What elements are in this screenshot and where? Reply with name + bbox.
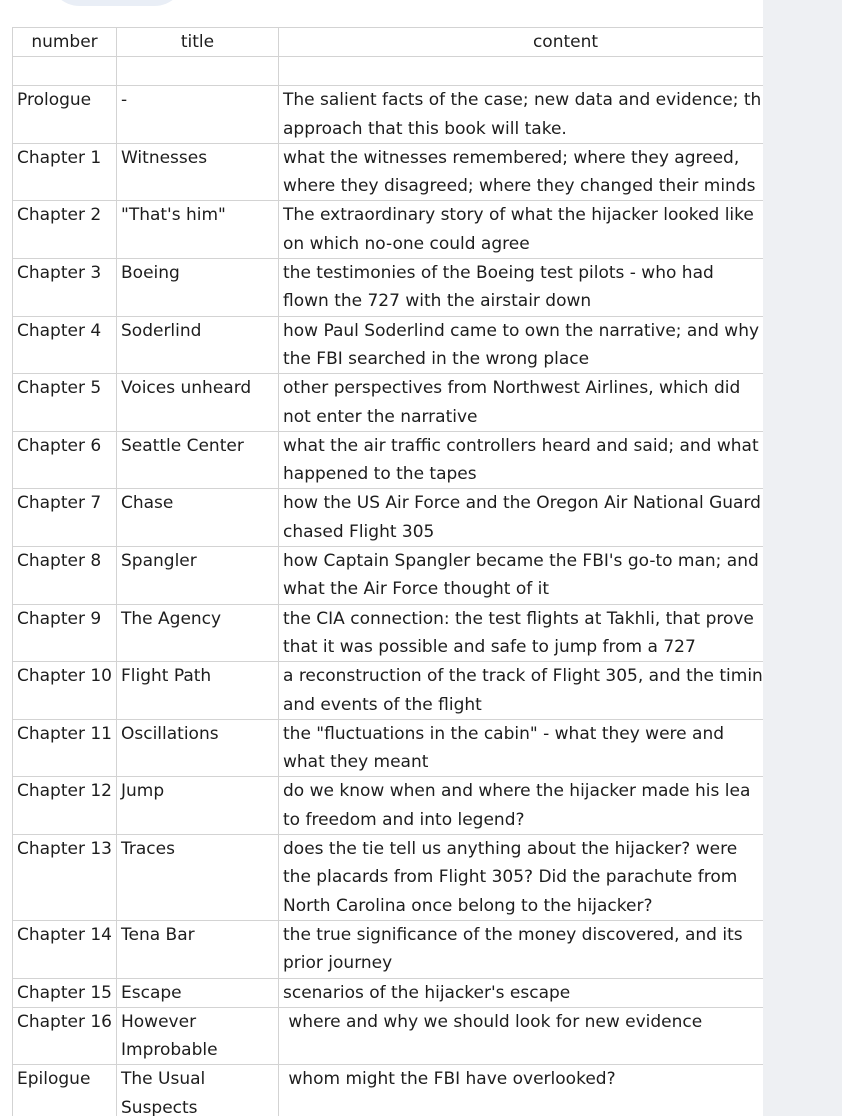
- cell-title[interactable]: [117, 374, 279, 432]
- cell-content[interactable]: [279, 835, 764, 921]
- cell-content-line: North Carolina once belong to the hijacker?: [283, 895, 653, 916]
- cell-number[interactable]: Chapter 6: [13, 431, 117, 489]
- cell-content-line: other perspectives from Northwest Airlines, which did: [283, 378, 741, 399]
- cell-content[interactable]: [279, 604, 764, 662]
- cell-number[interactable]: Epilogue: [13, 1065, 117, 1116]
- cell-title[interactable]: [117, 86, 279, 144]
- cell-title-line: Spangler: [121, 551, 197, 572]
- cell-number[interactable]: Chapter 12: [13, 777, 117, 835]
- cell-content-line: the true significance of the money discovered, and its: [283, 924, 743, 945]
- cell-content[interactable]: [279, 489, 764, 547]
- cell-content-line: and events of the flight: [283, 694, 482, 715]
- table-row: [13, 920, 764, 978]
- cell-number[interactable]: Chapter 10: [13, 662, 117, 720]
- cell-title[interactable]: [117, 1065, 279, 1116]
- cell-content-line: whom might the FBI have overlooked?: [283, 1069, 616, 1090]
- cell-content-line: approach that this book will take.: [283, 118, 567, 139]
- cell-title[interactable]: [117, 143, 279, 201]
- cell-content[interactable]: [279, 719, 764, 777]
- cell-title[interactable]: [117, 920, 279, 978]
- cell-title-line: Escape: [121, 982, 182, 1003]
- column-header-number[interactable]: number: [13, 28, 117, 57]
- cell-number[interactable]: Chapter 5: [13, 374, 117, 432]
- table-row: [13, 86, 764, 144]
- cell-content-line: happened to the tapes: [283, 464, 477, 485]
- window-background: [763, 0, 842, 1116]
- cell-title-line: Traces: [121, 839, 175, 860]
- cell-title-line: Oscillations: [121, 723, 219, 744]
- cell-content-line: the placards from Flight 305? Did the parachute from: [283, 867, 738, 888]
- cell-title[interactable]: [117, 719, 279, 777]
- cell-title[interactable]: [117, 978, 279, 1007]
- cell-content[interactable]: [279, 978, 764, 1007]
- table-row: [13, 489, 764, 547]
- chapter-table: [12, 27, 763, 1116]
- cell-number[interactable]: Chapter 1: [13, 143, 117, 201]
- cell-title-line: Chase: [121, 493, 174, 514]
- cell-number[interactable]: Chapter 7: [13, 489, 117, 547]
- table-row: [13, 978, 764, 1007]
- table-row: [13, 1065, 764, 1116]
- table-row: [13, 316, 764, 374]
- cell-title[interactable]: [117, 201, 279, 259]
- table-row: [13, 201, 764, 259]
- cell-content-line: scenarios of the hijacker's escape: [283, 982, 571, 1003]
- cell-title-line: Soderlind: [121, 320, 202, 341]
- cell-title[interactable]: [117, 835, 279, 921]
- header-decoration: [48, 0, 186, 6]
- cell-title-line: The Agency: [121, 608, 222, 629]
- cell-content-line: what they meant: [283, 752, 429, 773]
- cell-title[interactable]: [117, 431, 279, 489]
- cell-title[interactable]: [117, 547, 279, 605]
- cell-content[interactable]: [279, 316, 764, 374]
- cell-title-line: "That's him": [121, 205, 226, 226]
- cell-title[interactable]: [117, 777, 279, 835]
- cell-content[interactable]: [279, 201, 764, 259]
- cell-content[interactable]: [279, 662, 764, 720]
- cell-number[interactable]: Chapter 14: [13, 920, 117, 978]
- cell-title-line: Witnesses: [121, 147, 208, 168]
- cell-content-line: what the Air Force thought of it: [283, 579, 550, 600]
- cell-content[interactable]: [279, 143, 764, 201]
- cell-title[interactable]: [117, 316, 279, 374]
- cell-title-line: Jump: [121, 781, 165, 802]
- cell-title-line: Improbable: [121, 1040, 218, 1061]
- header-row: [13, 28, 764, 57]
- table-body: [13, 57, 764, 1116]
- cell-title-line: Tena Bar: [121, 924, 195, 945]
- cell-title-line: Seattle Center: [121, 435, 244, 456]
- column-header-content[interactable]: content: [279, 28, 764, 57]
- cell-content-line: what the air traffic controllers heard and said; and what: [283, 435, 759, 456]
- cell-content[interactable]: [279, 259, 764, 317]
- cell-title-line: Flight Path: [121, 666, 212, 687]
- cell-title[interactable]: [117, 662, 279, 720]
- cell-content-line: does the tie tell us anything about the hijacker? were: [283, 839, 738, 860]
- cell-content[interactable]: [279, 547, 764, 605]
- table-row: [13, 604, 764, 662]
- cell-title[interactable]: [117, 1007, 279, 1065]
- cell-content[interactable]: [279, 1065, 764, 1116]
- cell-content-line: what the witnesses remembered; where they agreed,: [283, 147, 740, 168]
- cell-content-line: how Paul Soderlind came to own the narrative; and why: [283, 320, 760, 341]
- cell-title-line: Boeing: [121, 263, 180, 284]
- cell-content-line: flown the 727 with the airstair down: [283, 291, 592, 312]
- table-row: [13, 547, 764, 605]
- cell-number[interactable]: Chapter 16: [13, 1007, 117, 1065]
- empty-cell[interactable]: [117, 57, 279, 86]
- cell-title-line: Suspects: [121, 1097, 198, 1116]
- cell-content[interactable]: [279, 1007, 764, 1065]
- table-row: [13, 777, 764, 835]
- cell-number[interactable]: Chapter 3: [13, 259, 117, 317]
- cell-content-line: how the US Air Force and the Oregon Air National Guard: [283, 493, 761, 514]
- cell-number[interactable]: Chapter 11: [13, 719, 117, 777]
- cell-number[interactable]: Chapter 4: [13, 316, 117, 374]
- cell-title-line: The Usual: [121, 1069, 206, 1090]
- cell-title-line: However: [121, 1011, 197, 1032]
- cell-content-line: how Captain Spangler became the FBI's go-to man; and: [283, 551, 759, 572]
- cell-content-line: the "fluctuations in the cabin" - what they were and: [283, 723, 725, 744]
- cell-title[interactable]: [117, 604, 279, 662]
- table-row: [13, 259, 764, 317]
- cell-content-line: the testimonies of the Boeing test pilots - who had: [283, 263, 714, 284]
- cell-content-line: on which no-one could agree: [283, 233, 530, 254]
- table-row: [13, 662, 764, 720]
- empty-cell[interactable]: [279, 57, 764, 86]
- cell-content-line: that it was possible and safe to jump from a 727: [283, 636, 696, 657]
- cell-number[interactable]: Chapter 2: [13, 201, 117, 259]
- cell-number[interactable]: Chapter 13: [13, 835, 117, 921]
- cell-number[interactable]: Chapter 9: [13, 604, 117, 662]
- cell-content[interactable]: [279, 777, 764, 835]
- table-row: [13, 143, 764, 201]
- empty-row: [13, 57, 764, 86]
- cell-content[interactable]: [279, 920, 764, 978]
- cell-number[interactable]: Chapter 15: [13, 978, 117, 1007]
- cell-number[interactable]: Chapter 8: [13, 547, 117, 605]
- cell-content-line: The salient facts of the case; new data and evidence; th: [283, 90, 762, 111]
- cell-title[interactable]: [117, 259, 279, 317]
- cell-content-line: the FBI searched in the wrong place: [283, 348, 590, 369]
- cell-content-line: the CIA connection: the test flights at Takhli, that prove: [283, 608, 754, 629]
- cell-content-line: to freedom and into legend?: [283, 809, 525, 830]
- cell-content-line: The extraordinary story of what the hijacker looked like: [283, 205, 754, 226]
- cell-content-line: a reconstruction of the track of Flight 305, and the timin: [283, 666, 763, 687]
- cell-content-line: chased Flight 305: [283, 521, 435, 542]
- cell-content-line: prior journey: [283, 953, 393, 974]
- column-header-title[interactable]: title: [117, 28, 279, 57]
- cell-content[interactable]: [279, 431, 764, 489]
- cell-content-line: do we know when and where the hijacker made his lea: [283, 781, 751, 802]
- cell-title-line: -: [121, 90, 128, 111]
- cell-content-line: not enter the narrative: [283, 406, 478, 427]
- table-row: [13, 1007, 764, 1065]
- cell-content[interactable]: [279, 86, 764, 144]
- table-row: [13, 431, 764, 489]
- empty-cell[interactable]: [13, 57, 117, 86]
- table-row: [13, 835, 764, 921]
- cell-title-line: Voices unheard: [121, 378, 252, 399]
- cell-content-line: where and why we should look for new evidence: [283, 1011, 703, 1032]
- table-row: [13, 374, 764, 432]
- cell-number[interactable]: Prologue: [13, 86, 117, 144]
- cell-content-line: where they disagreed; where they changed their minds: [283, 176, 756, 197]
- table-row: [13, 719, 764, 777]
- cell-content[interactable]: [279, 374, 764, 432]
- cell-title[interactable]: [117, 489, 279, 547]
